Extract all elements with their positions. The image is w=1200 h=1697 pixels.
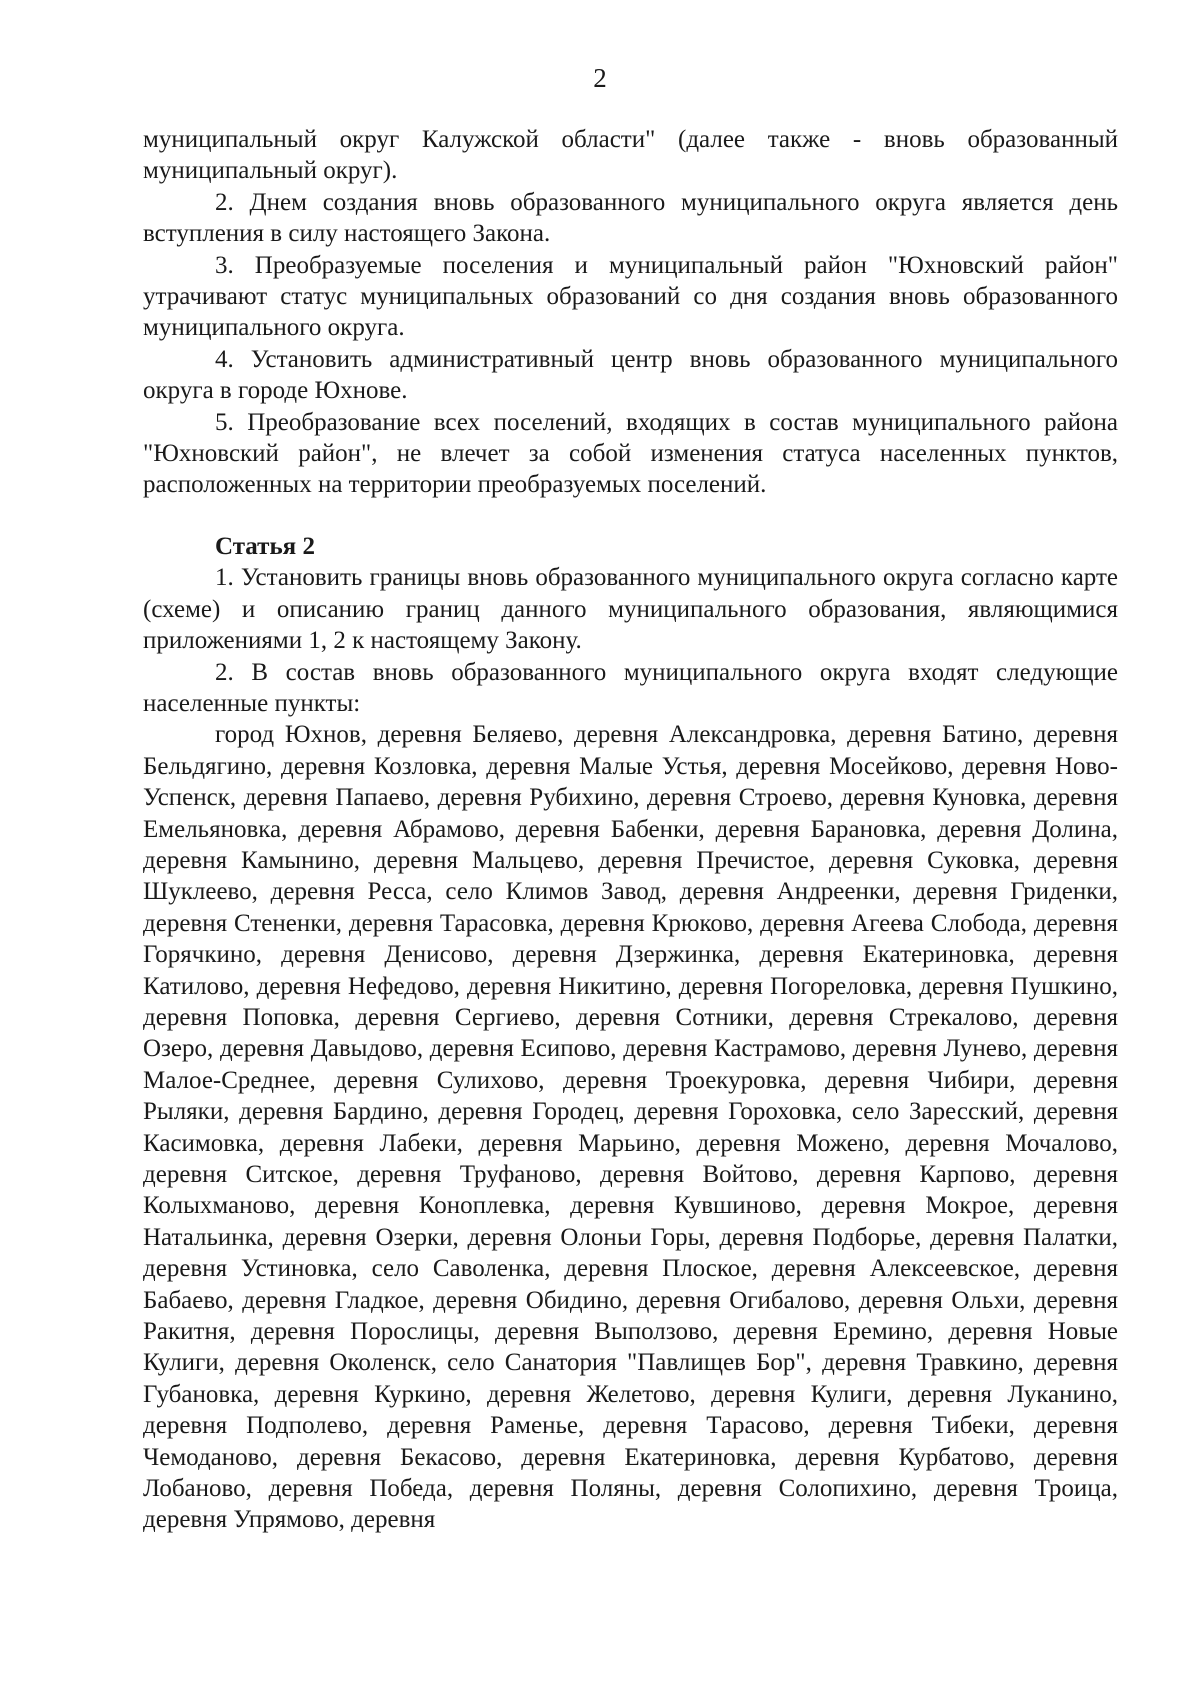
settlements-list: город Юхнов, деревня Беляево, деревня Александровка, деревня Батино, деревня Бельдягино, деревня Козловка, деревня Малые Устья, деревня Мосейково, деревня Ново-Успенск, деревня Папаево, деревня Рубихино, деревня Строево, деревня Куновка, деревня Емельяновка, деревня Абрамово, деревня Бабенки, деревня Барановка, деревня Долина, деревня Камынино, деревня Мальцево, деревня Пречистое, деревня Суковка, деревня Шуклеево, деревня Ресса, село Климов Завод, деревня Андреенки, деревня Гриденки, деревня Стененки, деревня Тарасовка, деревня Крюково, деревня Агеева Слобода, деревня Горячкино, деревня Денисово, деревня Дзержинка, деревня Екатериновка, деревня Катилово, деревня Нефедово, деревня Никитино, деревня Погореловка, деревня Пушкино, деревня Поповка, деревня Сергиево, деревня Сотники, деревня Стрекалово, деревня Озеро, деревня Давыдово, деревня Есипово, деревня Кастрамово, деревня Лунево, деревня Малое-Среднее, деревня Сулихово, деревня Троекуровка, деревня Чибири, деревня Рыляки, деревня Бардино, деревня Городец, деревня Гороховка, село Зaресский, деревня Касимовка, деревня Лабеки, деревня Марьино, деревня Можено, деревня Мочалово, деревня Ситское, деревня Труфаново, деревня Войтово, деревня Карпово, деревня Колыхманово, деревня Коноплевка, деревня Кувшиново, деревня Мокрое, деревня Натальинка, деревня Озерки, деревня Олоньи Горы, деревня Подборье, деревня Палатки, деревня Устиновка, село Саволенка, деревня Плоское, деревня Алексеевское, деревня Бабаево, деревня Гладкое, деревня Обидино, деревня Огибалово, деревня Ольхи, деревня Ракитня, деревня Порослицы, деревня Выползово, деревня Еремино, деревня Новые Кулиги, деревня Околенск, село Санатория "Павлищев Бор", деревня Травкино, деревня Губановка, деревня Куркино, деревня Желетово, деревня Кулиги, деревня Луканино, деревня Подполево, деревня Раменье, деревня Тарасово, деревня Тибеки, деревня Чемоданово, деревня Бекасово, деревня Екатериновка, деревня Курбатово, деревня Лобаново, деревня Победа, деревня Поляны, деревня Солопихино, деревня Троица, деревня Упрямово, деревня bbox=[143, 721, 1118, 1534]
document-body bbox=[143, 124, 1118, 1536]
paragraph-article1-item4: 4. Установить административный центр вновь образованного муниципального округа в городе Юхнове. bbox=[143, 345, 1118, 405]
paragraph-continuation: муниципальный округ Калужской области" (далее также - вновь образованный муниципальный округ). bbox=[143, 126, 1118, 185]
paragraph-article2-item1: 1. Установить границы вновь образованного муниципального округа согласно карте (схеме) и описанию границ данного муниципального образования, являющимися приложениями 1, 2 к настоящему Закону. bbox=[143, 564, 1118, 655]
paragraph-article1-item3: 3. Преобразуемые поселения и муниципальный район "Юхновский район" утрачивают статус муниципальных образований со дня создания вновь образованного муниципального округа. bbox=[143, 251, 1118, 342]
paragraph-article1-item5: 5. Преобразование всех поселений, входящих в состав муниципального района "Юхновский район", не влечет за собой изменения статуса населенных пунктов, расположенных на территории преобразуемых поселений. bbox=[143, 408, 1118, 499]
paragraph-article1-item2: 2. Днем создания вновь образованного муниципального округа является день вступления в силу настоящего Закона. bbox=[143, 188, 1118, 248]
paragraph-article2-item2: 2. В состав вновь образованного муниципального округа входят следующие населенные пункты: bbox=[143, 658, 1118, 717]
article-heading: Статья 2 bbox=[215, 532, 315, 560]
page-number: 2 bbox=[593, 63, 607, 93]
